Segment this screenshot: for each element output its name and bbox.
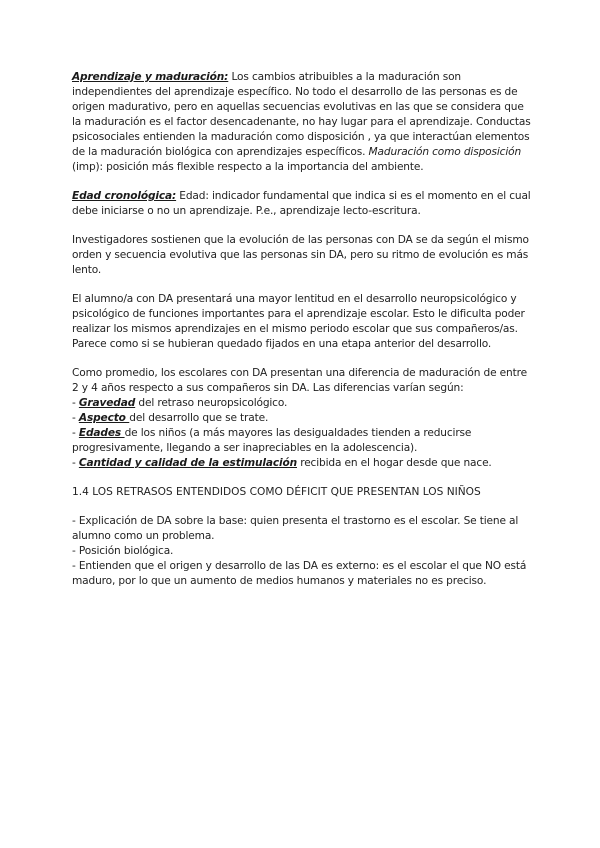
section-bullets <box>72 514 532 589</box>
term-aprendizaje-maduracion: Aprendizaje y maduración: <box>72 71 229 83</box>
paragraph-edad-cronologica <box>72 189 532 219</box>
list-item-edades <box>72 426 532 456</box>
list-text: del desarrollo que se trate. <box>129 412 269 424</box>
paragraph-maduracion <box>72 70 532 175</box>
list-item-gravedad <box>72 396 532 411</box>
list-item-cantidad-calidad <box>72 456 532 471</box>
paragraph-text: (imp): posición más flexible respecto a la importancia del ambiente. <box>72 161 424 173</box>
list-dash: - <box>72 457 79 469</box>
paragraph-intro: Como promedio, los escolares con DA presentan una diferencia de maduración de entre 2 y 4 años respecto a sus compañeros sin DA. Las diferencias varían según: <box>72 367 527 394</box>
paragraph-investigadores: Investigadores sostienen que la evolución de las personas con DA se da según el mismo orden y secuencia evolutiva que las personas sin DA, pero su ritmo de evolución es más lento. <box>72 234 529 276</box>
paragraph-alumno: El alumno/a con DA presentará una mayor lentitud en el desarrollo neuropsicológico y psicológico de funciones importantes para el aprendizaje escolar. Esto le dificulta poder realizar los mismos aprendizajes en el mismo periodo escolar que sus compañeros/as. Parece como si se hubieran quedado fijados en una etapa anterior del desarrollo. <box>72 293 525 350</box>
list-text: de los niños (a más mayores las desigualdades tienden a reducirse progresivamente, llegando a ser inapreciables en la adolescencia). <box>72 427 472 454</box>
document-page <box>72 70 532 589</box>
list-item-aspecto <box>72 411 532 426</box>
term-edades: Edades <box>78 427 125 439</box>
bullet-posicion-biologica: - Posición biológica. <box>72 545 174 557</box>
term-aspecto: Aspecto <box>78 412 130 424</box>
bullet-explicacion: - Explicación de DA sobre la base: quien presenta el trastorno es el escolar. Se tiene al alumno como un problema. <box>72 515 519 542</box>
paragraph-text: Los cambios atribuibles a la maduración son independientes del aprendizaje específico. No todo el desarrollo de las personas es de origen madurativo, pero en aquellas secuencias evolutivas en las que se considera que la maduración es el factor desencadenante, no hay lugar para el aprendizaje. Conductas psicosociales entienden la maduración como disposición , ya que interactúan elementos de la maduración biológica con aprendizajes específicos. <box>72 71 531 158</box>
term-cantidad-calidad: Cantidad y calidad de la estimulación <box>78 457 297 469</box>
italic-term-maduracion-disposicion: Maduración como disposición <box>368 146 522 158</box>
term-gravedad: Gravedad <box>78 397 136 409</box>
term-edad-cronologica: Edad cronológica: <box>72 190 177 202</box>
list-dash: - <box>72 412 79 424</box>
list-text: del retraso neuropsicológico. <box>135 397 288 409</box>
paragraph-text: Edad: indicador fundamental que indica si es el momento en el cual debe iniciarse o no un aprendizaje. P.e., aprendizaje lecto-escritura. <box>72 190 531 217</box>
list-dash: - <box>72 427 79 439</box>
list-text: recibida en el hogar desde que nace. <box>297 457 492 469</box>
section-heading: 1.4 LOS RETRASOS ENTENDIDOS COMO DÉFICIT QUE PRESENTAN LOS NIÑOS <box>72 486 481 498</box>
list-dash: - <box>72 397 79 409</box>
bullet-origen-externo: - Entienden que el origen y desarrollo de las DA es externo: es el escolar el que NO está maduro, por lo que un aumento de medios humanos y materiales no es preciso. <box>72 560 527 587</box>
paragraph-promedio <box>72 366 532 471</box>
